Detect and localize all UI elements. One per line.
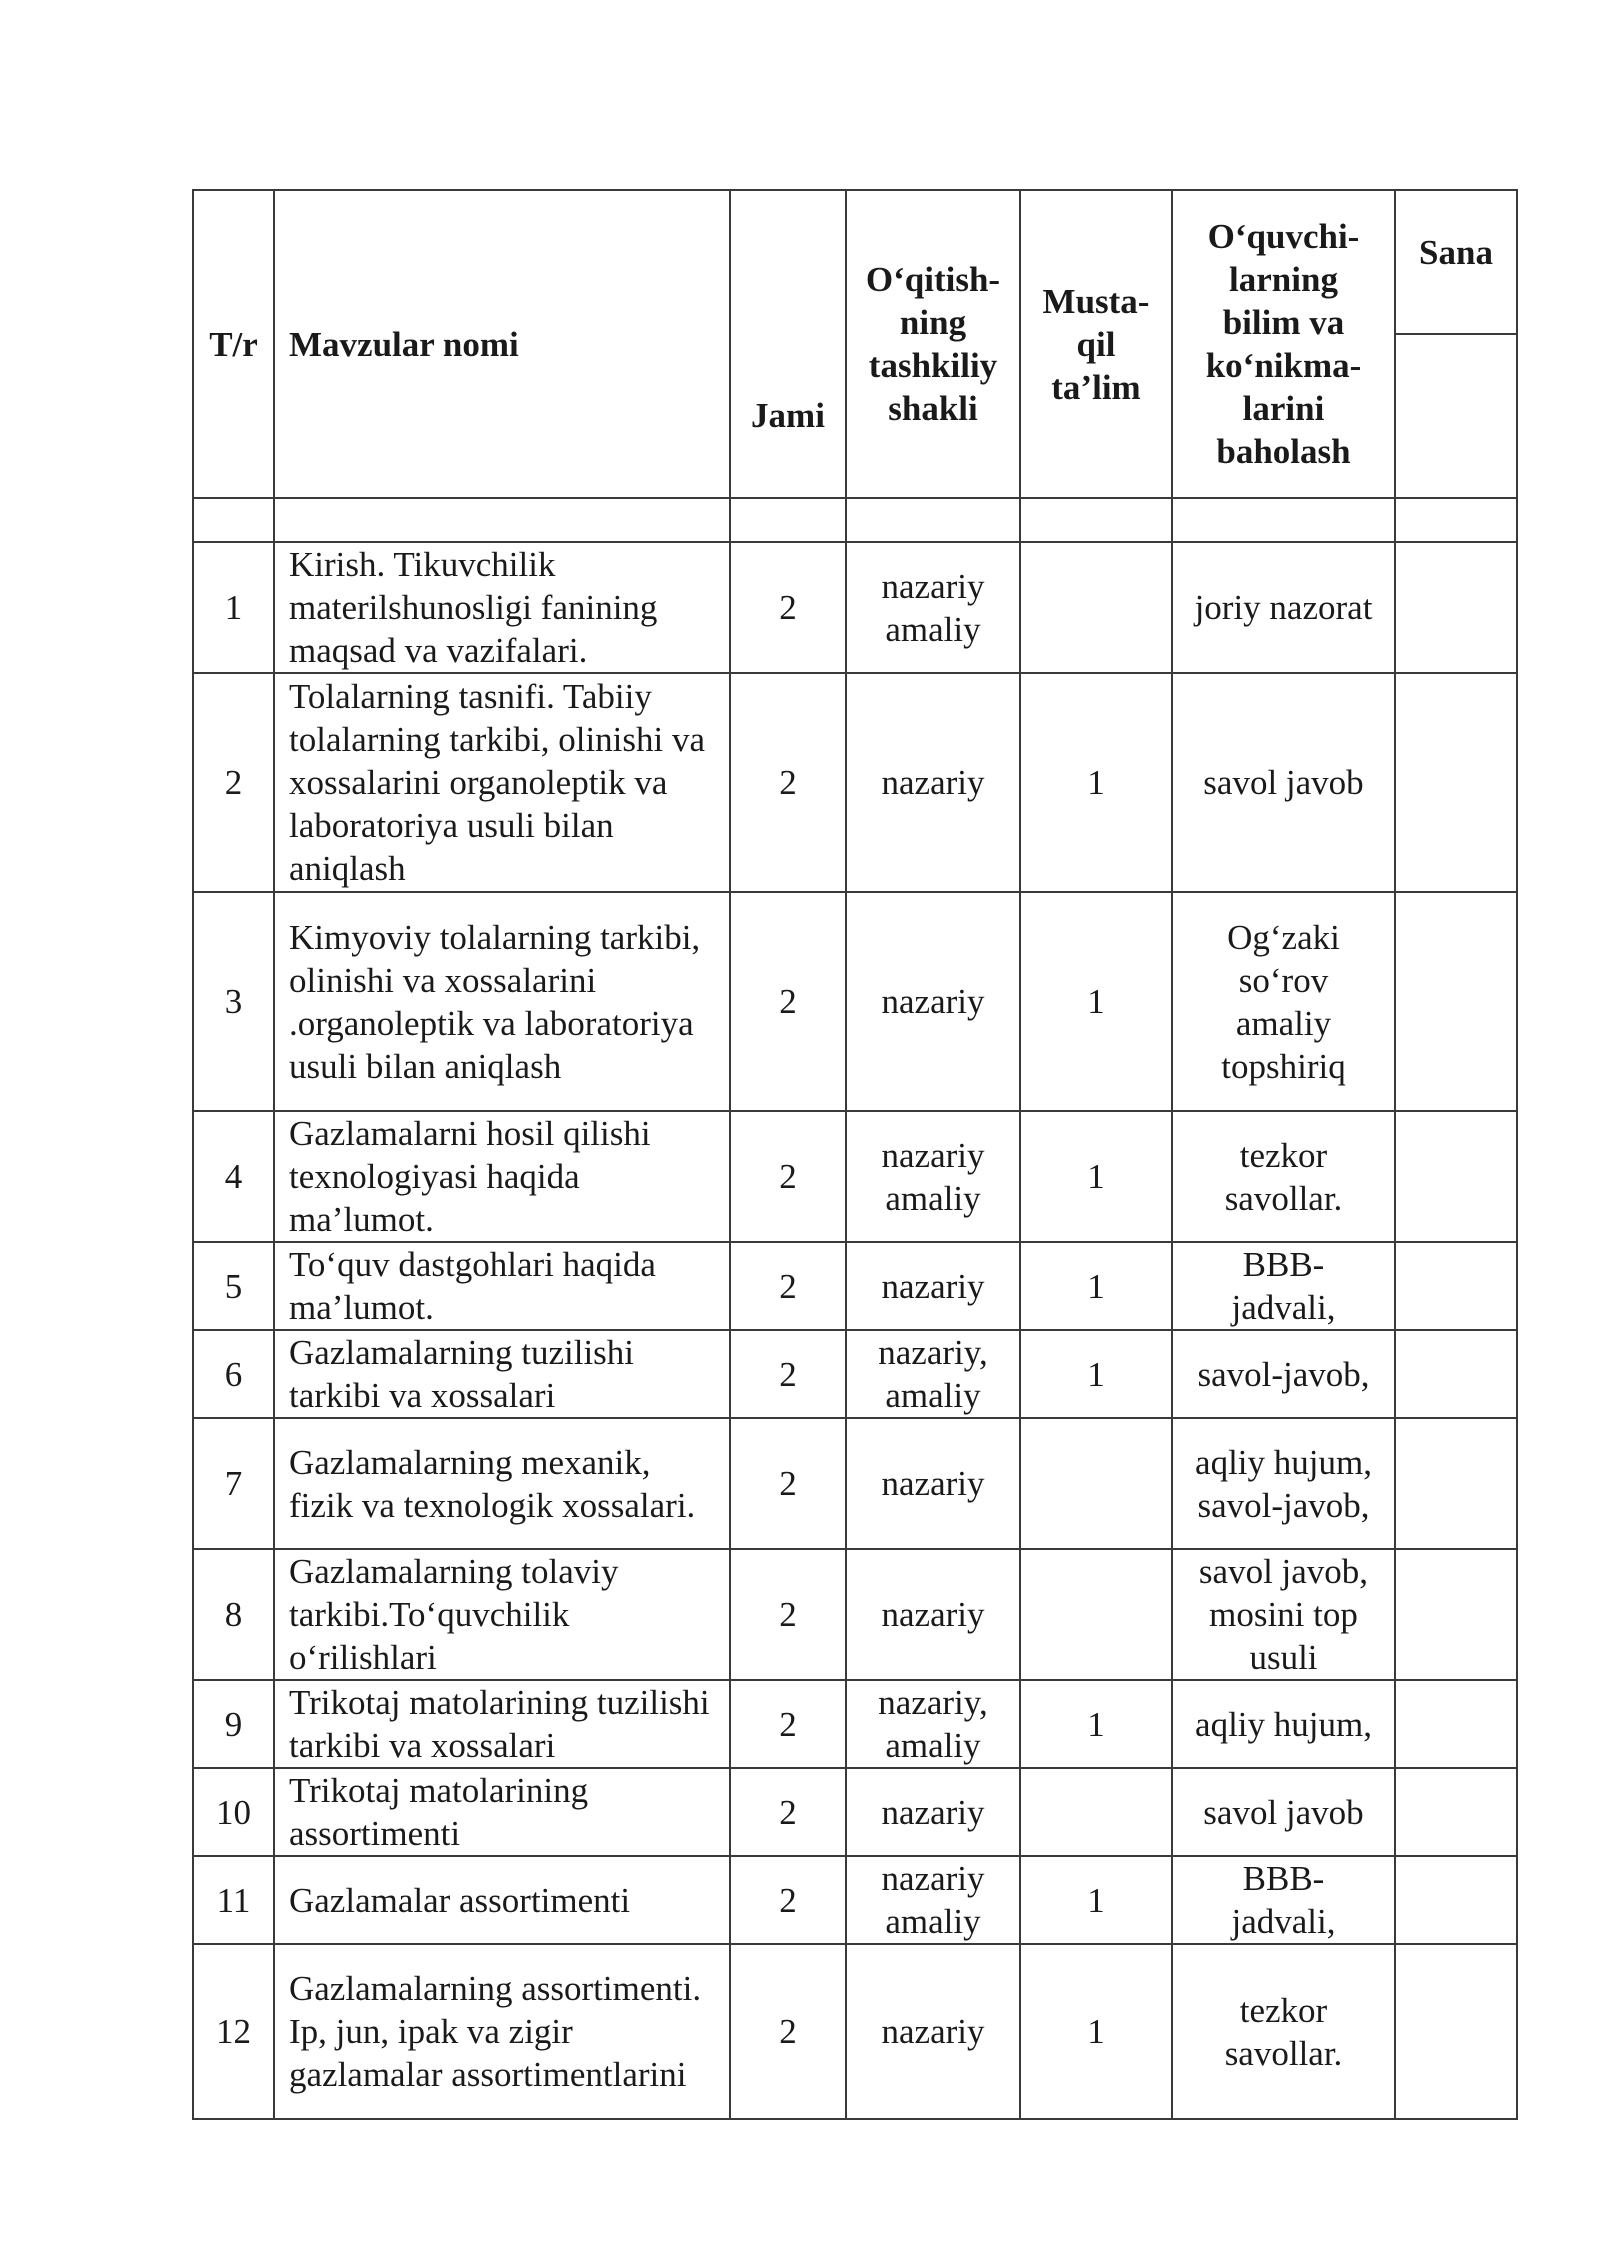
row-independent-cell: 1 [1020, 1111, 1172, 1242]
row-form-cell: nazariy [846, 1768, 1020, 1856]
row-independent-cell: 1 [1020, 1330, 1172, 1418]
row-independent-cell [1020, 1418, 1172, 1549]
table-row [193, 673, 1517, 892]
row-topic-cell: Trikotaj matolarining tuzilishi tarkibi va xossalari [274, 1680, 730, 1768]
row-form-cell: nazariy amaliy [846, 542, 1020, 673]
table-row [193, 1549, 1517, 1680]
row-assessment-cell: joriy nazorat [1172, 542, 1395, 673]
row-topic-cell: Kimyoviy tolalarning tarkibi, olinishi va xossalarini .organoleptik va laboratoriya usuli bilan aniqlash [274, 892, 730, 1111]
header-form: O‘qitish- ning tashkiliy shakli [846, 190, 1020, 498]
table-header [193, 190, 1517, 542]
row-form-cell: nazariy [846, 673, 1020, 892]
row-date-cell [1395, 1330, 1517, 1418]
header-total: Jami [730, 190, 846, 498]
row-form-cell: nazariy amaliy [846, 1111, 1020, 1242]
row-topic-cell: Gazlamalarning mexanik, fizik va texnologik xossalari. [274, 1418, 730, 1549]
row-form-cell: nazariy, amaliy [846, 1330, 1020, 1418]
row-form-cell: nazariy [846, 1944, 1020, 2119]
row-independent-cell [1020, 1549, 1172, 1680]
row-date-cell [1395, 1418, 1517, 1549]
header-tr: T/r [193, 190, 274, 498]
row-date-cell [1395, 542, 1517, 673]
row-date-cell [1395, 1944, 1517, 2119]
row-number-cell: 4 [193, 1111, 274, 1242]
row-total-cell: 2 [730, 542, 846, 673]
row-form-cell: nazariy [846, 1549, 1020, 1680]
row-total-cell: 2 [730, 1549, 846, 1680]
row-topic-cell: Gazlamalarning tolaviy tarkibi.To‘quvchilik o‘rilishlari [274, 1549, 730, 1680]
row-topic-cell: Tolalarning tasnifi. Tabiiy tolalarning tarkibi, olinishi va xossalarini organoleptik va laboratoriya usuli bilan aniqlash [274, 673, 730, 892]
row-assessment-cell: BBB- jadvali, [1172, 1242, 1395, 1330]
row-total-cell: 2 [730, 1768, 846, 1856]
row-number-cell: 8 [193, 1549, 274, 1680]
row-assessment-cell: savol-javob, [1172, 1330, 1395, 1418]
table-row [193, 1111, 1517, 1242]
row-total-cell: 2 [730, 1111, 846, 1242]
table-row [193, 1768, 1517, 1856]
header-independent: Musta- qil ta’lim [1020, 190, 1172, 498]
row-independent-cell: 1 [1020, 892, 1172, 1111]
row-date-cell [1395, 1768, 1517, 1856]
row-topic-cell: Gazlamalarni hosil qilishi texnologiyasi haqida ma’lumot. [274, 1111, 730, 1242]
row-assessment-cell: savol javob, mosini top usuli [1172, 1549, 1395, 1680]
row-total-cell: 2 [730, 892, 846, 1111]
row-topic-cell: Trikotaj matolarining assortimenti [274, 1768, 730, 1856]
row-number-cell: 9 [193, 1680, 274, 1768]
row-independent-cell [1020, 542, 1172, 673]
row-number-cell: 10 [193, 1768, 274, 1856]
table-row [193, 1856, 1517, 1944]
row-independent-cell: 1 [1020, 1680, 1172, 1768]
row-topic-cell: Gazlamalar assortimenti [274, 1856, 730, 1944]
row-number-cell: 3 [193, 892, 274, 1111]
row-assessment-cell: tezkor savollar. [1172, 1111, 1395, 1242]
row-assessment-cell: BBB- jadvali, [1172, 1856, 1395, 1944]
row-number-cell: 1 [193, 542, 274, 673]
row-number-cell: 6 [193, 1330, 274, 1418]
row-form-cell: nazariy [846, 1418, 1020, 1549]
row-independent-cell: 1 [1020, 1944, 1172, 2119]
header-date: Sana [1395, 190, 1517, 334]
row-total-cell: 2 [730, 1418, 846, 1549]
table-body [193, 542, 1517, 2119]
row-assessment-cell: Og‘zaki so‘rov amaliy topshiriq [1172, 892, 1395, 1111]
blank-row [193, 498, 1517, 542]
row-number-cell: 5 [193, 1242, 274, 1330]
lesson-plan-table [192, 189, 1518, 2120]
row-form-cell: nazariy [846, 1242, 1020, 1330]
row-date-cell [1395, 1680, 1517, 1768]
row-number-cell: 12 [193, 1944, 274, 2119]
table-row [193, 542, 1517, 673]
header-topic: Mavzular nomi [274, 190, 730, 498]
row-independent-cell: 1 [1020, 673, 1172, 892]
row-number-cell: 2 [193, 673, 274, 892]
table-row [193, 892, 1517, 1111]
header-date-empty [1395, 334, 1517, 498]
row-date-cell [1395, 1111, 1517, 1242]
table-row [193, 1330, 1517, 1418]
row-date-cell [1395, 1549, 1517, 1680]
table-row [193, 1242, 1517, 1330]
row-date-cell [1395, 1856, 1517, 1944]
row-independent-cell: 1 [1020, 1856, 1172, 1944]
row-total-cell: 2 [730, 1330, 846, 1418]
row-total-cell: 2 [730, 1680, 846, 1768]
row-topic-cell: Gazlamalarning assortimenti. Ip, jun, ipak va zigir gazlamalar assortimentlarini [274, 1944, 730, 2119]
row-form-cell: nazariy, amaliy [846, 1680, 1020, 1768]
row-assessment-cell: tezkor savollar. [1172, 1944, 1395, 2119]
row-assessment-cell: aqliy hujum, [1172, 1680, 1395, 1768]
row-form-cell: nazariy amaliy [846, 1856, 1020, 1944]
row-total-cell: 2 [730, 1856, 846, 1944]
row-assessment-cell: aqliy hujum, savol-javob, [1172, 1418, 1395, 1549]
table-row [193, 1418, 1517, 1549]
row-total-cell: 2 [730, 1242, 846, 1330]
row-topic-cell: Kirish. Tikuvchilik materilshunosligi fanining maqsad va vazifalari. [274, 542, 730, 673]
table-row [193, 1680, 1517, 1768]
row-topic-cell: To‘quv dastgohlari haqida ma’lumot. [274, 1242, 730, 1330]
row-topic-cell: Gazlamalarning tuzilishi tarkibi va xossalari [274, 1330, 730, 1418]
row-assessment-cell: savol javob [1172, 673, 1395, 892]
row-total-cell: 2 [730, 1944, 846, 2119]
row-number-cell: 7 [193, 1418, 274, 1549]
row-date-cell [1395, 1242, 1517, 1330]
row-total-cell: 2 [730, 673, 846, 892]
table-row [193, 1944, 1517, 2119]
row-independent-cell [1020, 1768, 1172, 1856]
header-assessment: O‘quvchi- larning bilim va ko‘nikma- larini baholash [1172, 190, 1395, 498]
row-date-cell [1395, 673, 1517, 892]
row-number-cell: 11 [193, 1856, 274, 1944]
row-assessment-cell: savol javob [1172, 1768, 1395, 1856]
row-form-cell: nazariy [846, 892, 1020, 1111]
row-independent-cell: 1 [1020, 1242, 1172, 1330]
row-date-cell [1395, 892, 1517, 1111]
